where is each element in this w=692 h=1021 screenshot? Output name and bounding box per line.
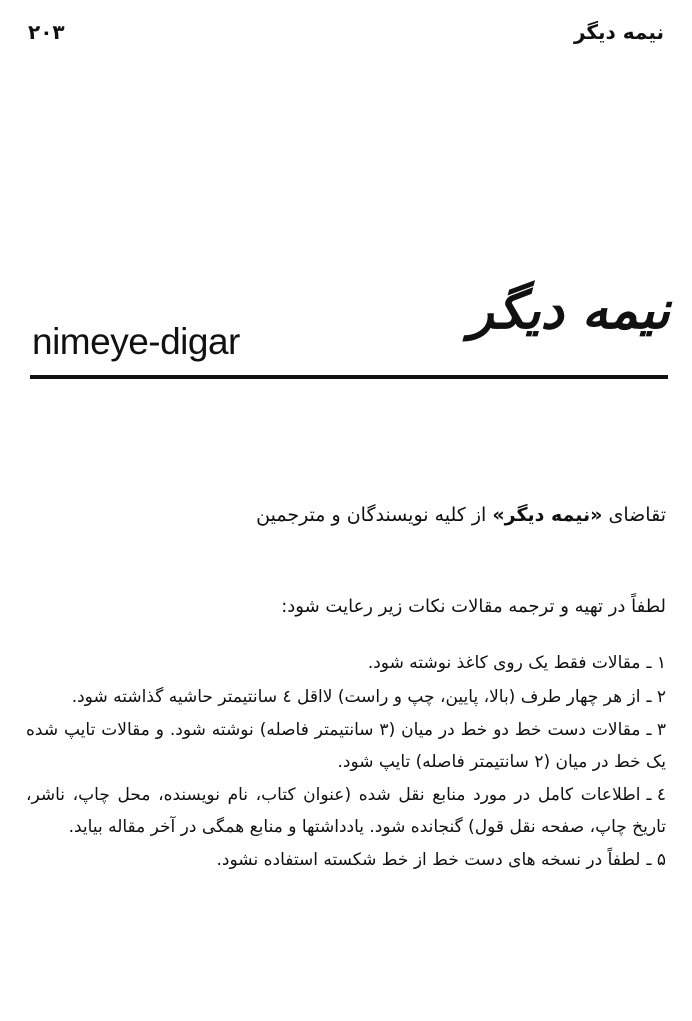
guideline-number: ۳ ـ [646, 720, 666, 740]
instructions-intro: لطفاً در تهیه و ترجمه مقالات نکات زیر رعایت شود: [281, 596, 666, 617]
running-header-title: نیمه دیگر [573, 20, 664, 44]
guideline-item [26, 682, 666, 714]
request-heading-prefix: تقاضای [602, 504, 666, 526]
guideline-item [26, 845, 666, 877]
request-heading-suffix: از کلیه نویسندگان و مترجمین [256, 504, 493, 526]
title-underline-rule [30, 375, 668, 379]
journal-masthead [30, 280, 670, 385]
guideline-text: مقالات دست خط دو خط در میان (۳ سانتیمتر فاصله) نوشته شود. و مقالات تایپ شده یک خط در میان (۲ سانتیمتر فاصله) تایپ شود. [26, 720, 666, 772]
guideline-text: اطلاعات کامل در مورد منابع نقل شده (عنوان کتاب، نام نویسنده، محل چاپ، ناشر، تاریخ چاپ، صفحه نقل قول) گنجانده شود. یادداشتها و منابع همگی در آخر مقاله بیاید. [26, 785, 666, 837]
journal-name-highlight: «نیمه دیگر» [492, 504, 603, 526]
request-heading [26, 500, 666, 530]
guidelines-list [26, 648, 666, 877]
journal-calligraphy-title: نیمه دیگر [468, 280, 670, 341]
submission-guidelines [26, 500, 666, 879]
guideline-item [26, 780, 666, 843]
guideline-number: ۵ ـ [646, 850, 666, 870]
guideline-number: ۱ ـ [646, 653, 666, 673]
guideline-text: از هر چهار طرف (بالا، پایین، چپ و راست) لااقل ٤ سانتیمتر حاشیه گذاشته شود. [71, 686, 641, 707]
guideline-number: ٤ ـ [646, 785, 666, 805]
page-number: ۲۰۳ [28, 20, 65, 44]
running-header [28, 20, 664, 50]
journal-latin-title: nimeye-digar [32, 321, 240, 362]
guideline-text: لطفاً در نسخه های دست خط از خط شکسته استفاده نشود. [216, 850, 641, 870]
guideline-number: ۲ ـ [646, 686, 666, 707]
guideline-text: مقالات فقط یک روی کاغذ نوشته شود. [367, 653, 641, 673]
guideline-item [26, 648, 666, 680]
guideline-item [26, 715, 666, 778]
